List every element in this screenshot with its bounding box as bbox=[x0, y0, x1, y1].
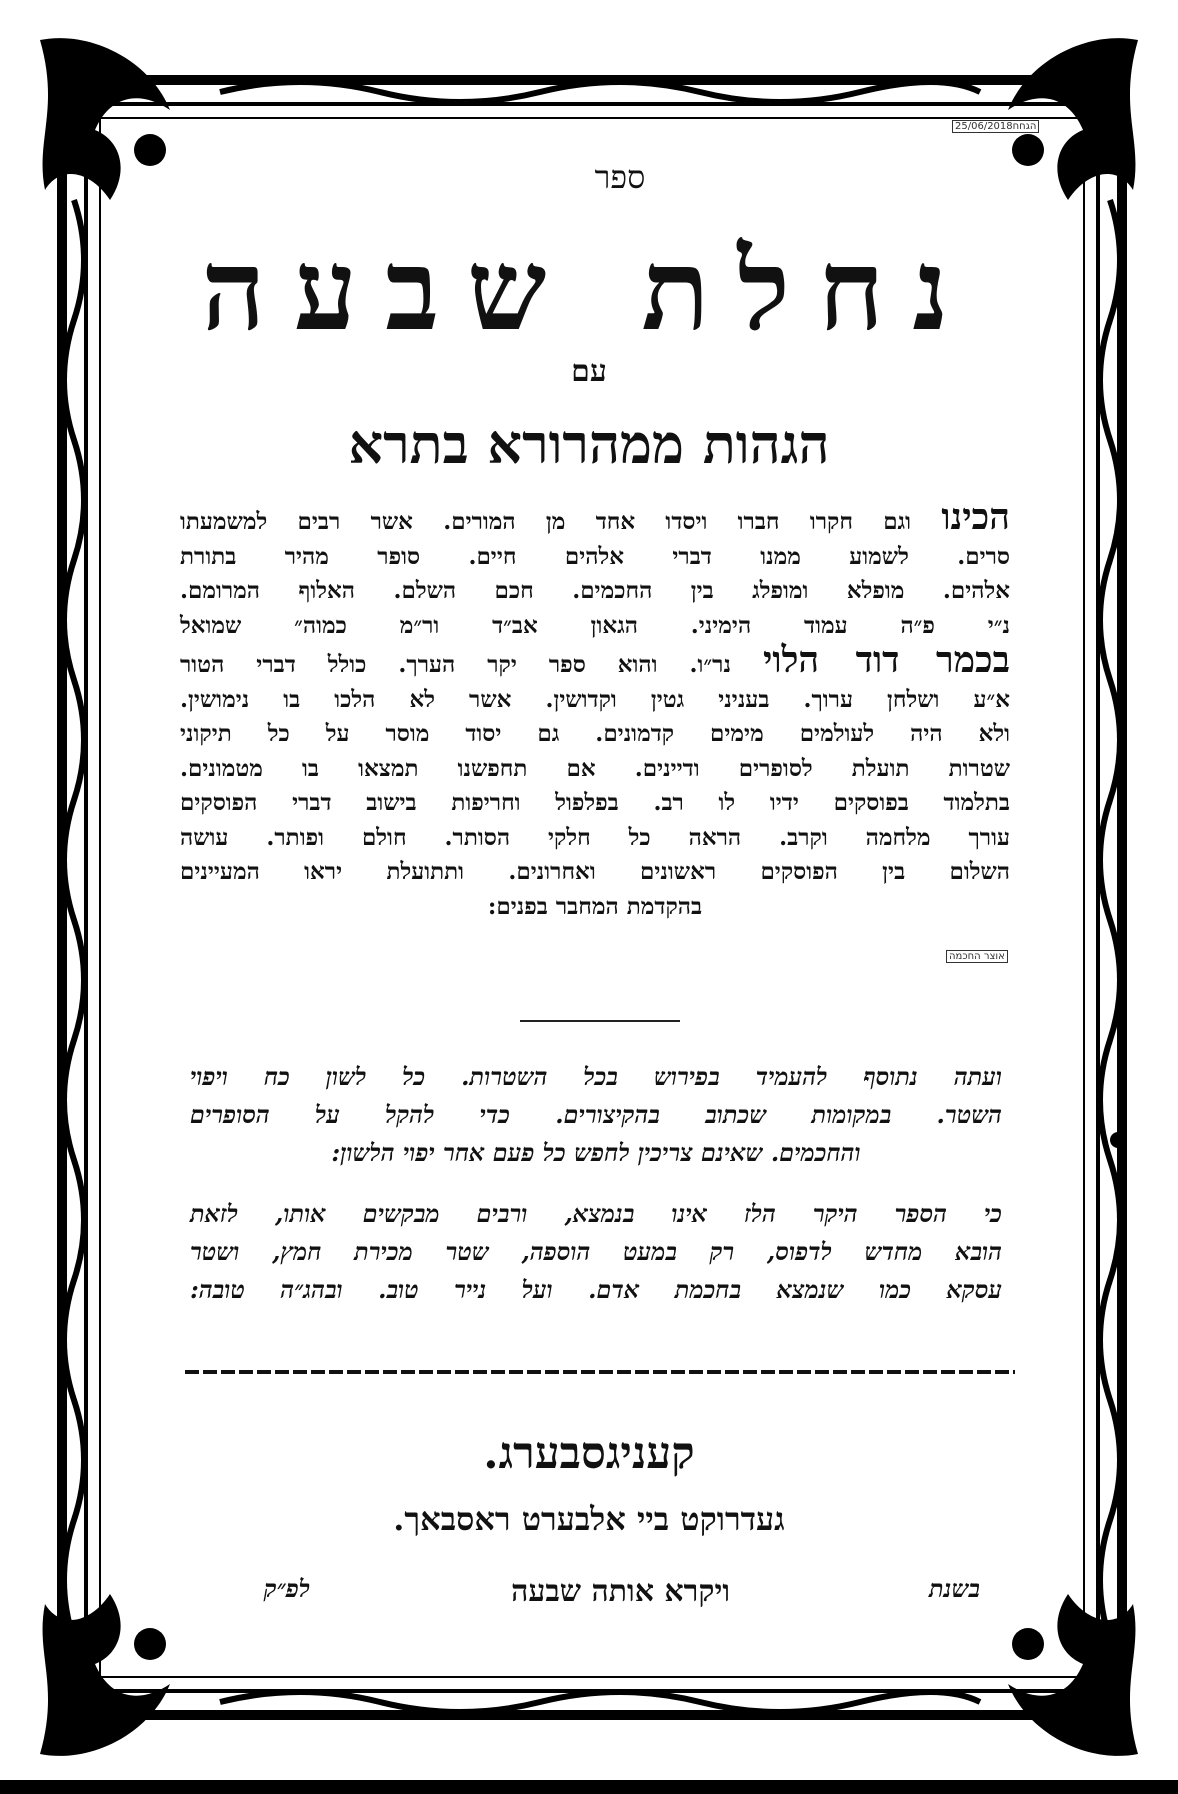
date-stamp: 25/06/2018הגחח bbox=[952, 120, 1039, 133]
intro-line: נ״י פ״ה עמוד הימיני. הגאון אב״ד ור״מ כמוה״ שמואל bbox=[180, 611, 1010, 639]
intro-line: א״ע ושלחן ערוך. בעניני גטין וקדושין. אשר לא הלכו בו נימושין. bbox=[180, 685, 1010, 713]
imprint-footer bbox=[180, 1574, 1010, 1614]
chronogram: ויקרא אותה שבעה bbox=[511, 1574, 730, 1609]
intro-line: סרים. לשמוע ממנו דברי אלהים חיים. סופר מהיר בתורת bbox=[180, 542, 1010, 570]
intro-line: בכמר דוד הלוי נר״ו. והוא ספר יקר הערך. כולל דברי הטור bbox=[180, 639, 1010, 681]
intro-line: אלהים. מופלא ומופלג בין החכמים. חכם השלם. האלוף המרומם. bbox=[180, 577, 1010, 604]
notice-line: כי הספר היקר הלז אינו בנמצא, ורבים מבקשים אותו, לזאת bbox=[190, 1199, 1002, 1228]
addition-line: השטר. במקומות שכתוב בהקיצורים. כדי להקל על הסופרים bbox=[190, 1100, 1002, 1129]
intro-paragraph bbox=[180, 496, 1010, 924]
notice-line: הובא מחדש לדפוס, רק במעט הוספה, שטר מכירת חמץ, ושטר bbox=[190, 1237, 1002, 1266]
addition-line: והחכמים. שאינם צריכין לחפש כל פעם אחר יפוי הלשון: bbox=[331, 1138, 861, 1167]
intro-line: השלום בין הפוסקים ראשונים ואחרונים. ותתועלת יראו המעיינים bbox=[180, 858, 1010, 885]
intro-line: ולא היה לעולמים מימים קדמונים. גם יסוד מוסר על כל תיקוני bbox=[180, 720, 1010, 747]
intro-line: הכינו וגם חקרו חברו ויסדו אחד מן המורים. אשר רבים למשמעתו bbox=[180, 496, 1010, 538]
addition-line: ועתה נתוסף להעמיד בפירוש בכל השטרות. כל לשון כח ויפוי bbox=[190, 1062, 1002, 1091]
print-city: קעניגסבערג. bbox=[483, 1428, 695, 1479]
divider bbox=[520, 1020, 680, 1022]
library-stamp: אוצר החכמה bbox=[946, 950, 1008, 963]
year-word: בשנת bbox=[929, 1574, 980, 1603]
notice-line: עסקא כמו שנמצא בחכמת אדם. ועל נייר טוב. ובהג״ה טובה: bbox=[190, 1275, 1002, 1304]
intro-line: שטרות תועלת לסופרים ודיינים. אם תחפשנו תמצאו בו מטמונים. bbox=[180, 754, 1010, 782]
bottom-band bbox=[0, 1780, 1178, 1794]
printer-name: געדרוקט ביי אלבערט ראסבאך. bbox=[393, 1500, 785, 1538]
sefer-label: ספר bbox=[594, 158, 646, 196]
lpk-abbrev: לפ״ק bbox=[263, 1574, 310, 1603]
intro-line: בתלמוד בפוסקים ידיו לו רב. בפלפול וחריפות בישוב דברי הפוסקים bbox=[180, 789, 1010, 816]
intro-line: בהקדמת המחבר בפנים: bbox=[487, 892, 703, 920]
divider bbox=[185, 1370, 1015, 1374]
book-subtitle: הגהות ממהרורא בתרא bbox=[348, 412, 830, 476]
notice-paragraph bbox=[190, 1195, 1002, 1309]
im-label: עם bbox=[571, 354, 607, 389]
intro-line: עורך מלחמה וקרב. הראה כל חלקי הסותר. חולם ופותר. עושה bbox=[180, 823, 1010, 851]
book-title: נחלת שבעה bbox=[201, 225, 977, 356]
addition-paragraph bbox=[190, 1058, 1002, 1172]
